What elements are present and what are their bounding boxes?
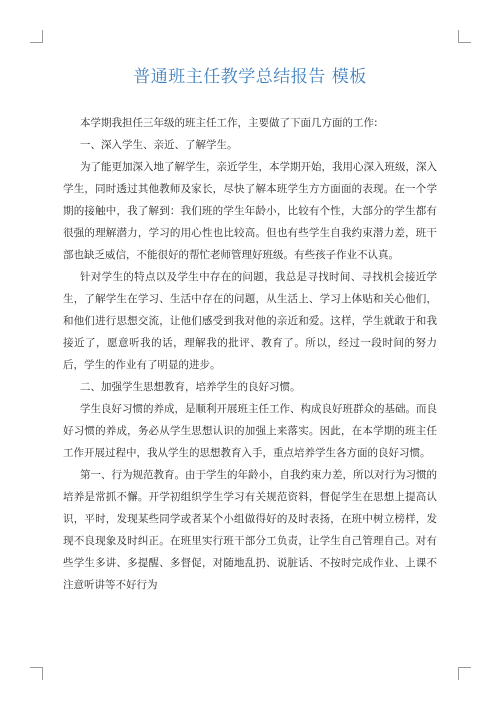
paragraph-understanding-students: 为了能更加深入地了解学生，亲近学生，本学期开始，我用心深入班级，深入学生，同时透过其他教师及家长，尽快了解本班学生方方面面的表现。在一个学期的接触中，我了解到：我们班的学生年龄小，比较有个性，大部分的学生都有很强的理解潜力，学习的用心性也比较高。但也有些学生自我约束潜力差，班干部也缺乏威信，不能很好的帮忙老师管理好班级。有些孩子作业不认真。: [63, 161, 437, 261]
heading-section-1: 一、深入学生、亲近、了解学生。: [80, 139, 238, 151]
paragraph-approach-students: 针对学生的特点以及学生中存在的问题，我总是寻找时间、寻找机会接近学生，了解学生在学习、生活中存在的问题，从生活上、学习上体贴和关心他们，和他们进行思想交流，让他们感受到我对他的亲近和爱。这样，学生就敢于和我接近了，愿意听我的话，理解我的批评、教育了。所以，经过一段时间的努力后，学生的作业有了明显的进步。: [63, 271, 437, 371]
document-body: [63, 112, 437, 596]
document-title: 普通班主任教学总结报告 模板: [133, 67, 367, 87]
page-corner-mark-bottom-left: [30, 667, 43, 680]
page-corner-mark-top-left: [30, 30, 43, 43]
page-corner-mark-bottom-right: [458, 667, 471, 680]
paragraph-behavior-norms: 第一、行为规范教育。由于学生的年龄小，自我约束力差，所以对行为习惯的培养是常抓不懈。开学初组织学生学习有关规范资料，督促学生在思想上提高认识，平时，发现某些同学或者某个小组做得好的及时表扬，在班中树立榜样，发现不良现象及时纠正。在班里实行班干部分工负责，让学生自己管理自己。对有些学生多讲、多提醒、多督促，对随地乱扔、说脏话、不按时完成作业、上课不注意听讲等不好行为: [63, 469, 437, 591]
paragraph-good-habits: 学生良好习惯的养成，是顺利开展班主任工作、构成良好班群众的基础。而良好习惯的养成，务必从学生思想认识的加强上来落实。因此，在本学期的班主任工作开展过程中，我从学生的思想教育入手，重点培养学生各方面的良好习惯。: [63, 403, 437, 459]
heading-section-2: 二、加强学生思想教育，培养学生的良好习惯。: [80, 381, 301, 393]
paragraph-intro: 本学期我担任三年级的班主任工作，主要做了下面几方面的工作:: [80, 117, 378, 129]
page-corner-mark-top-right: [458, 30, 471, 43]
